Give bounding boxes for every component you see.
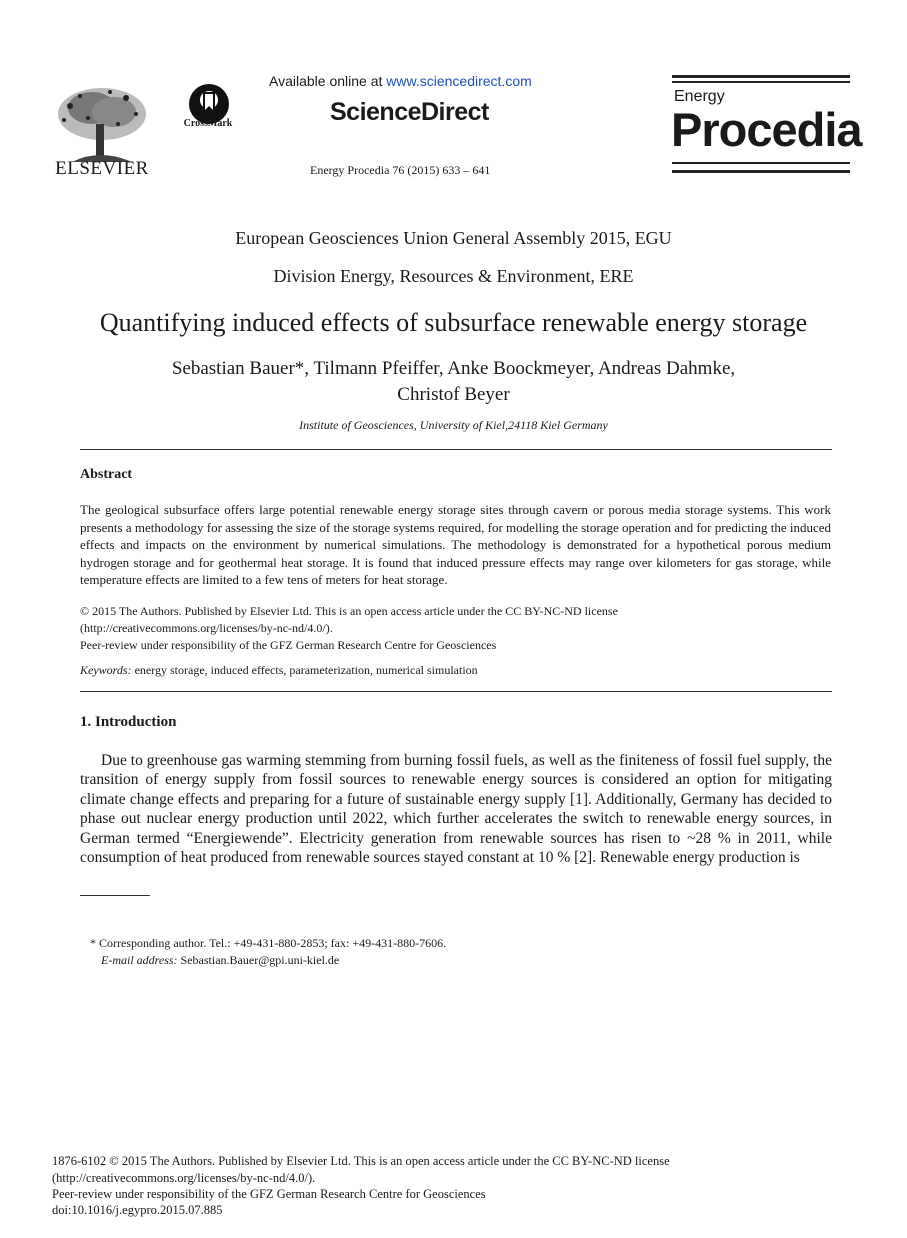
license-url[interactable]: (http://creativecommons.org/licenses/by-nc-nd/4.0/). — [80, 621, 333, 635]
journal-logo-energy: Energy — [674, 88, 725, 105]
available-online — [269, 73, 532, 89]
footer-license-url[interactable]: (http://creativecommons.org/licenses/by-nc-nd/4.0/). — [52, 1171, 316, 1185]
elsevier-wordmark: ELSEVIER — [55, 158, 149, 179]
email-label: E-mail address: — [101, 953, 178, 967]
copyright-line: © 2015 The Authors. Published by Elsevier Ltd. This is an open access article under the CC BY-NC-ND license — [80, 604, 618, 618]
abstract-text: The geological subsurface offers large potential renewable energy storage sites through cavern or porous media storage systems. This work presents a methodology for assessing the size of the storage systems required, for modelling the storage operation and for predicting the induced effects and impacts on the environment by numerical simulations. The methodology is demonstrated for a hypothetical porous medium hydrogen storage and for geothermal heat storage. It is found that induced pressure effects may range over kilometers for gas storage, while temperature effects are limited to a few tens of meters for heat storage. — [80, 502, 831, 587]
introduction-text: Due to greenhouse gas warming stemming from burning fossil fuels, as well as the finiteness of fossil fuel supply, the transition of energy supply from fossil sources to renewable energy sources is considered an option for mitigating climate change effects and preparing for a future of sustainable energy supply [1]. Additionally, Germany has decided to phase out nuclear energy production until 2022, which further accelerates the switch to renewable energy sources, in German termed “Energiewende”. Electricity generation from renewable sources has risen to ~28 % in 2011, while consumption of heat produced from renewable sources stayed constant at 10 % [2]. Renewable energy production is — [80, 752, 832, 867]
available-online-prefix: Available online at — [269, 73, 387, 89]
keywords-label: Keywords: — [80, 663, 132, 677]
footer-issn-line: 1876-6102 © 2015 The Authors. Published by Elsevier Ltd. This is an open access article under the CC BY-NC-ND license — [52, 1154, 670, 1168]
sciencedirect-wordmark: ScienceDirect — [330, 98, 489, 126]
keywords-list: energy storage, induced effects, parameterization, numerical simulation — [131, 663, 478, 677]
divider — [80, 691, 832, 692]
section-heading: 1. Introduction — [80, 714, 177, 730]
journal-logo-rule — [672, 170, 850, 173]
crossmark-label: CrossMark — [183, 118, 233, 129]
email-address[interactable]: Sebastian.Bauer@gpi.uni-kiel.de — [177, 953, 340, 967]
divider — [80, 449, 832, 450]
conference-line-1: European Geosciences Union General Assembly 2015, EGU — [235, 228, 672, 248]
journal-logo-rule — [672, 162, 850, 164]
paper-title: Quantifying induced effects of subsurface renewable energy storage — [99, 308, 808, 337]
affiliation: Institute of Geosciences, University of Kiel,24118 Kiel Germany — [299, 418, 608, 432]
corresponding-author-note: * Corresponding author. Tel.: +49-431-880-2853; fax: +49-431-880-7606. — [90, 936, 447, 950]
journal-logo-rule — [672, 75, 850, 78]
email-note — [101, 953, 339, 968]
journal-logo-procedia: Procedia — [671, 103, 862, 156]
conference-line-2: Division Energy, Resources & Environment, ERE — [273, 266, 634, 286]
journal-logo-rule — [672, 81, 850, 83]
author-list — [0, 356, 907, 408]
sciencedirect-link[interactable]: www.sciencedirect.com — [386, 73, 532, 89]
authors-line-2: Christof Beyer — [397, 384, 510, 405]
abstract-heading: Abstract — [80, 467, 133, 482]
footnote-rule — [80, 895, 150, 896]
authors-line-1: Sebastian Bauer*, Tilmann Pfeiffer, Anke Boockmeyer, Andreas Dahmke, — [171, 358, 736, 379]
peer-review-line: Peer-review under responsibility of the GFZ German Research Centre for Geosciences — [80, 638, 497, 652]
footer-doi[interactable]: doi:10.1016/j.egypro.2015.07.885 — [52, 1203, 223, 1217]
footer-peer-review: Peer-review under responsibility of the GFZ German Research Centre for Geosciences — [52, 1187, 486, 1201]
journal-citation: Energy Procedia 76 (2015) 633 – 641 — [310, 163, 491, 177]
keywords — [80, 663, 478, 678]
